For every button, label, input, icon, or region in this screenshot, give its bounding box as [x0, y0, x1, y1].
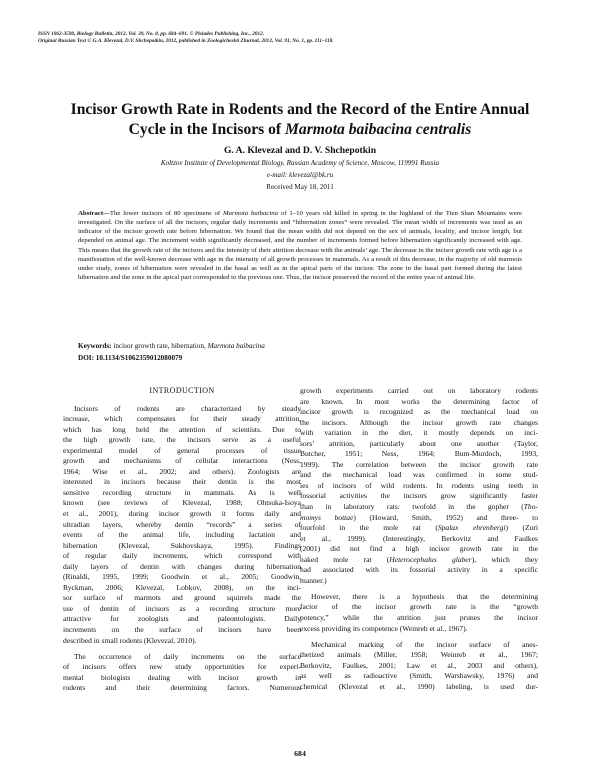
text-line-run: of regular daily increments, which correspond with — [63, 551, 301, 561]
text-line-run: potency,” while the attrition just prunes the incisor — [300, 612, 538, 622]
text-line — [300, 460, 538, 471]
text-line — [63, 625, 301, 636]
text-line — [63, 446, 301, 457]
text-line — [300, 592, 538, 603]
text-line-run: the incisors. Although the incisor growth rate changes — [300, 417, 538, 427]
text-line-run: Incisors of rodents are characterized by steady — [74, 403, 301, 413]
text-line-run: The occurrence of daily increments on the surface — [74, 651, 301, 661]
text-line-run: 1964; Wise et al., 2002; and others). Zoologists are — [63, 466, 301, 476]
text-line — [63, 509, 301, 520]
contact-email: e-mail: klevezal@bk.ru — [266, 171, 334, 179]
text-line-run: which has long held the attention of scientists. Due to — [63, 424, 301, 434]
text-line — [63, 520, 301, 531]
keywords — [78, 342, 522, 350]
text-line-run: ) (Zuri — [505, 523, 538, 533]
title-line-2-prefix: Cycle in the Incisors of — [128, 121, 286, 138]
text-line — [300, 491, 538, 502]
text-line-run: However, there is a hypothesis that the determining — [311, 591, 538, 601]
keywords-text: incisor growth rate, hibernation, — [111, 342, 208, 350]
text-line-run: described in small rodents (Klevezal, 2010). — [63, 635, 197, 645]
text-line — [300, 565, 538, 576]
text-line-run: interested in incisors because their dentin is the most — [63, 477, 301, 487]
text-line — [63, 593, 301, 604]
keywords-species: Marmota baibacina — [207, 342, 265, 350]
abstract-text-part-2: of 1–10 years old killed in spring in the highland of the Tien Shan Mountains were investigated. On the surface of all the incisors, regular daily increments and “hibernation zones” were revealed. The mean width of increments was used as an indicator of the incisor growth rate before hibernation. We found that the mean width did not depend on the sex of animals, locality, and incisor length, but depended on animal age. The increment width significantly decreased, and the number of increments formed before hibernation significantly increased with age. This means that the growth rate of the incisors and the intensity of their attrition decrease with the animals’ age. The decrease in the incisor growth rate with age is a manifestation of the well-known decrease with age in the intensity of all growth processes in mammals. As a result of this decrease, in the majority of old marmots under study, zones of hibernation were revealed in the basal as well as in the apical parts of the incisor. The zone in the basal part formed during the latest hibernation and the zone in the apical part corresponded to the previous one. Thus, the incisor preserved the record of the entire year of animal life. — [78, 210, 522, 282]
text-line — [63, 652, 301, 663]
text-line-run: of incisors offers new study opportunities for experi- — [63, 662, 301, 672]
text-line-run: hibernation (Klevezal, Sukhovskaya, 1995). Findings — [63, 540, 301, 550]
text-line — [63, 636, 301, 647]
text-line — [63, 541, 301, 552]
text-line — [300, 602, 538, 613]
text-line — [300, 470, 538, 481]
text-line-run: chemical (Klevezal et al., 1990) labeling, is used dur- — [300, 681, 538, 691]
text-line — [63, 662, 301, 673]
text-line-run: than in laboratory rats: twofold in the gopher ( — [300, 502, 524, 512]
abstract-heading: Abstract — [78, 210, 104, 217]
text-line-run: incisor growth is recognized as the mechanical load on — [300, 407, 538, 417]
section-heading-introduction: INTRODUCTION — [149, 386, 215, 395]
text-line-run: thetized animals (Miller, 1958; Weinreb et al., 1967; — [300, 650, 538, 660]
text-line — [63, 530, 301, 541]
title-line-1: Incisor Growth Rate in Rodents and the Record of the Entire Annual — [70, 101, 530, 118]
text-line — [300, 439, 538, 450]
author-list: G. A. Klevezal and D. V. Shchepotkin — [223, 145, 377, 156]
italic-species-name: Spalax ehrenbergi — [437, 523, 506, 533]
text-line-run: had associated with its fossorial activity in a specific — [300, 565, 538, 575]
text-line-run: fossorial activities the incisors grow significantly faster — [300, 491, 538, 501]
article-title — [30, 100, 570, 140]
text-line-run: manner.) — [300, 575, 327, 585]
text-line — [300, 576, 538, 587]
keywords-label: Keywords: — [78, 342, 112, 350]
text-line — [300, 397, 538, 408]
right-column — [300, 386, 538, 692]
text-line — [300, 650, 538, 661]
journal-citation-line: ISSN 1062-3590, Biology Bulletin, 2012, Vol. 39, No. 8, pp. 684–691. © Pleiades Publishing, Inc., 2012. — [38, 31, 265, 37]
text-line-run: increase, which compensates for their steady attrition, — [63, 414, 301, 424]
text-line-run: growth and mechanisms of cellular interactions (Ness, — [63, 456, 301, 466]
abstract-species-name: Marmota baibacina — [222, 210, 278, 217]
text-line-run: ) (Howard, Smith, 1952) and three- to — [353, 512, 538, 522]
text-line-run: 1999). The correlation between the incisor growth rate — [300, 459, 538, 469]
title-species-name: Marmota baibacina centralis — [285, 121, 472, 138]
text-line — [300, 640, 538, 651]
text-line — [63, 414, 301, 425]
text-line-run: Butcher, 1951; Ness, 1964; Bum-Murdoch, 1993, — [300, 449, 538, 459]
text-line — [300, 555, 538, 566]
text-line — [63, 425, 301, 436]
text-line-run: Mechanical marking of the incisor surface of anes- — [311, 639, 538, 649]
abstract-text-part-1: The lower incisors of 80 specimens of — [109, 210, 223, 217]
text-line-run: ultradian layers, whereby dentin “records” a series of — [63, 519, 301, 529]
text-line-run: factor of the incisor growth rate is the “growth — [300, 602, 538, 612]
text-line-run: use of dentin of incisors as a recording structure more — [63, 603, 301, 613]
doi-value: 10.1134/S1062359012080079 — [93, 354, 183, 362]
text-line — [300, 513, 538, 524]
text-line-run: naked mole rat ( — [300, 554, 390, 564]
received-date: Received May 18, 2011 — [266, 183, 334, 191]
text-line-run: the high growth rate, the incisors serve as a useful — [63, 435, 301, 445]
text-line — [300, 624, 538, 635]
text-line — [300, 534, 538, 545]
text-line-run: rodents and their determining factors. Numerous — [63, 683, 301, 693]
text-line — [63, 673, 301, 684]
text-line-run: et al., 2001), during incisor growth it forms daily and — [63, 509, 301, 519]
text-line — [300, 386, 538, 397]
text-line — [63, 498, 301, 509]
text-line — [300, 671, 538, 682]
original-text-citation-line: Original Russian Text © G.A. Klevezal, D.V. Shchepotkin, 2012, published in Zoologicheskii Zhurnal, 2012, Vol. 91, No. 1, pp. 111–118. — [38, 38, 334, 44]
text-line-run: (2001) did not find a high incisor growth rate in the — [300, 544, 538, 554]
italic-species-name: momys bottae — [300, 512, 354, 522]
text-line-run: et al., 1999). (Interestingly, Berkovitz and Faulkes — [300, 533, 538, 543]
text-line-run: sor surface of marmots and ground squirrels made the — [63, 593, 301, 603]
text-line-run: and the mechanical load was confirmed in some stud- — [300, 470, 538, 480]
text-line — [63, 404, 301, 415]
text-line — [300, 428, 538, 439]
text-line — [300, 481, 538, 492]
text-line — [300, 523, 538, 534]
text-line — [63, 614, 301, 625]
text-line — [300, 407, 538, 418]
text-line — [63, 604, 301, 615]
left-column — [63, 386, 301, 694]
text-line-run: Ryckman, 2006; Klevezal, Lobkov, 2008), on the inci- — [63, 582, 301, 592]
text-line-run: (Rinaldi, 1995, 1999; Goodwin et al., 2005; Goodwin, — [63, 572, 301, 582]
text-line — [300, 502, 538, 513]
text-line-run: daily layers of dentin with changes during hibernation — [63, 561, 301, 571]
running-header — [38, 31, 568, 45]
text-line — [63, 477, 301, 488]
text-line — [63, 467, 301, 478]
text-line-run: as well as radioactive (Smith, Warshawsky, 1976) and — [300, 671, 538, 681]
text-line-run: mental biologists dealing with incisor growth in — [63, 672, 301, 682]
text-line-run: attractive for zoologists and paleontologists. Daily — [63, 614, 301, 624]
text-line — [63, 456, 301, 467]
text-line — [63, 583, 301, 594]
text-line-run: with variation in the diet, it mostly depends on inci- — [300, 428, 538, 438]
text-line-run: sors’ attrition, particularly about one another (Taylor, — [300, 438, 538, 448]
text-line — [63, 572, 301, 583]
text-line — [300, 544, 538, 555]
page-number: 684 — [294, 749, 306, 758]
text-line-run: ies of incisors of wild rodents. In rodents using teeth in — [300, 480, 538, 490]
abstract — [78, 209, 522, 282]
text-line — [300, 682, 538, 693]
text-line-run: known (see reviews of Klevezal, 1988; Ohtsuka-Isoya — [63, 498, 301, 508]
text-line-run: are known. In most works the determining factor of — [300, 396, 538, 406]
text-line-run: increments on the surface of incisors have been — [63, 625, 301, 635]
text-line-run: Berkovitz, Faulkes, 2001; Law et al., 2003 and others), — [300, 660, 538, 670]
text-line — [63, 435, 301, 446]
text-line — [63, 562, 301, 573]
text-line-run: fourfold in the mole rat ( — [300, 523, 438, 533]
text-line — [300, 613, 538, 624]
text-line — [300, 449, 538, 460]
text-line-run: ), which they — [471, 554, 538, 564]
text-line-run: experimental model of general processes of tissue — [63, 445, 301, 455]
title-line-2 — [30, 120, 570, 140]
text-line — [300, 418, 538, 429]
italic-species-name: Tho- — [523, 502, 538, 512]
abstract-dash: — — [103, 210, 110, 217]
text-line — [300, 661, 538, 672]
text-line — [63, 488, 301, 499]
text-line — [63, 551, 301, 562]
text-line-run: sensitive recording structure in mammals. As is well — [63, 487, 301, 497]
text-line — [63, 683, 301, 694]
text-line-run: growth experiments carried out on laboratory rodents — [300, 386, 538, 395]
doi — [78, 354, 522, 362]
italic-species-name: Heterocephalus glaber — [389, 554, 472, 564]
text-line-run: events of the animal life, including lactation and — [63, 530, 301, 540]
doi-label: DOI: — [78, 354, 94, 362]
author-affiliation: Koltzov Institute of Developmental Biology, Russian Academy of Science, Moscow, 119991 Russia — [160, 159, 440, 167]
text-line-run: excess providing its competence (Weinreb et al., 1967). — [300, 623, 468, 633]
